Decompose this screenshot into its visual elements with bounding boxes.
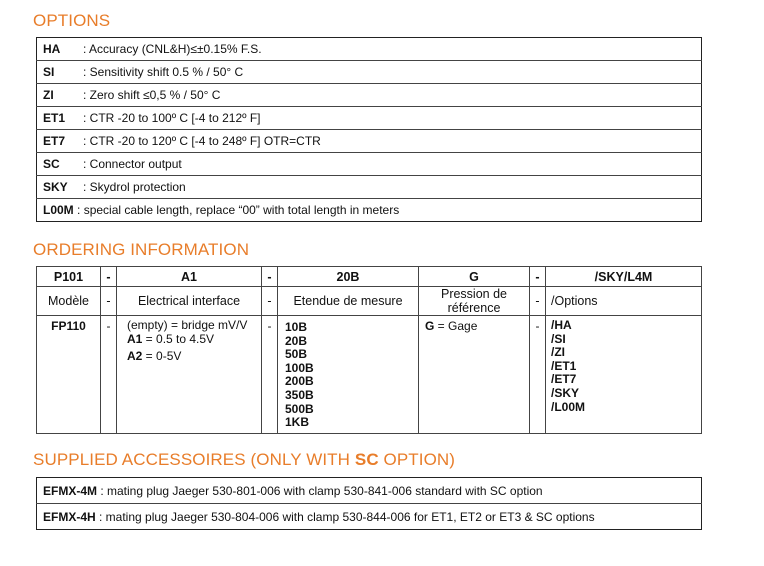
options-values <box>546 316 702 434</box>
ordering-table <box>36 266 702 434</box>
sub-model: Modèle <box>37 287 101 316</box>
header-model-code: P101 <box>37 267 101 287</box>
option-desc: : Zero shift ≤0,5 % / 50° C <box>83 88 221 102</box>
option-code: ZI <box>43 88 54 102</box>
accessories-title <box>33 450 455 470</box>
accessory-code: EFMX-4H <box>43 509 96 524</box>
sub-interface: Electrical interface <box>117 287 262 316</box>
accessories-table <box>36 477 702 530</box>
accessories-title-highlight: SC <box>354 450 379 469</box>
option-code: ET1 <box>43 111 66 125</box>
option-desc: : Accuracy (CNL&H)≤±0.15% F.S. <box>83 42 262 56</box>
range-item: 200B <box>285 374 314 389</box>
interface-code: A1 <box>127 331 143 346</box>
reference-values <box>419 316 530 434</box>
model-value: FP110 <box>37 316 101 434</box>
option-row-et7 <box>37 130 702 153</box>
option-desc: : Skydrol protection <box>83 180 186 194</box>
accessory-row <box>37 478 702 504</box>
sub-range: Etendue de mesure <box>278 287 419 316</box>
ordering-subheader-row <box>37 287 702 316</box>
reference-text: = Gage <box>434 319 478 333</box>
option-code: HA <box>43 42 61 56</box>
header-dash: - <box>530 267 546 287</box>
range-item: 100B <box>285 360 314 375</box>
accessory-code: EFMX-4M <box>43 483 97 498</box>
option-item: /HA <box>551 318 572 332</box>
accessories-title-pre: SUPPLIED ACCESSOIRES (ONLY WITH <box>33 450 355 469</box>
sub-reference: Pression de référence <box>419 287 530 316</box>
option-row-l00m <box>37 199 702 222</box>
interface-line: = 0-5V <box>142 349 182 364</box>
interface-code: A2 <box>127 349 143 364</box>
option-desc: : CTR -20 to 100º C [-4 to 212º F] <box>83 111 261 125</box>
range-item: 20B <box>285 333 308 348</box>
range-item: 350B <box>285 387 314 402</box>
range-item: 500B <box>285 401 314 416</box>
option-desc: : CTR -20 to 120º C [-4 to 248º F] OTR=CTR <box>83 134 321 148</box>
option-item: /SKY <box>551 385 580 400</box>
accessory-desc: : mating plug Jaeger 530-801-006 with clamp 530-841-006 standard with SC option <box>97 483 543 498</box>
option-code: SC <box>43 157 60 171</box>
header-dash: - <box>262 267 278 287</box>
sub-options: /Options <box>546 287 702 316</box>
option-row-sc <box>37 153 702 176</box>
option-item: /SI <box>551 331 566 346</box>
interface-line: (empty) = bridge mV/V <box>127 318 248 332</box>
body-dash: - <box>262 316 278 434</box>
option-code: SI <box>43 65 55 79</box>
range-item: 1KB <box>285 415 310 430</box>
option-item: /ET7 <box>551 372 577 387</box>
reference-code: G <box>425 319 435 333</box>
ordering-header-row <box>37 267 702 287</box>
header-dash: - <box>101 267 117 287</box>
sub-dash: - <box>101 287 117 316</box>
range-item: 10B <box>285 320 308 334</box>
range-item: 50B <box>285 347 308 362</box>
option-desc: : Sensitivity shift 0.5 % / 50° C <box>83 65 244 79</box>
option-row-sky <box>37 176 702 199</box>
body-dash: - <box>101 316 117 434</box>
option-item: /ET1 <box>551 358 577 373</box>
header-reference-code: G <box>419 267 530 287</box>
accessories-title-post: OPTION) <box>378 450 456 469</box>
body-dash: - <box>530 316 546 434</box>
options-title: OPTIONS <box>33 11 111 30</box>
option-desc: : special cable length, replace “00” with total length in meters <box>73 203 400 217</box>
option-row-si <box>37 61 702 84</box>
range-values <box>278 316 419 434</box>
interface-line: = 0.5 to 4.5V <box>142 331 215 346</box>
accessory-desc: : mating plug Jaeger 530-804-006 with clamp 530-844-006 for ET1, ET2 or ET3 & SC options <box>95 509 595 524</box>
option-code: SKY <box>43 180 68 194</box>
option-desc: : Connector output <box>83 157 182 171</box>
ordering-body-row <box>37 316 702 434</box>
header-options-code: /SKY/L4M <box>546 267 702 287</box>
option-row-et1 <box>37 107 702 130</box>
header-interface-code: A1 <box>117 267 262 287</box>
option-item: /ZI <box>551 345 565 360</box>
interface-values <box>117 316 262 434</box>
header-range-code: 20B <box>278 267 419 287</box>
sub-dash: - <box>530 287 546 316</box>
option-item: /L00M <box>551 399 586 414</box>
accessory-row <box>37 504 702 530</box>
option-row-zi <box>37 84 702 107</box>
option-code: ET7 <box>43 134 66 148</box>
sub-dash: - <box>262 287 278 316</box>
options-table <box>36 37 702 222</box>
option-row-ha <box>37 38 702 61</box>
option-code: L00M <box>43 203 74 217</box>
ordering-title: ORDERING INFORMATION <box>33 240 250 259</box>
